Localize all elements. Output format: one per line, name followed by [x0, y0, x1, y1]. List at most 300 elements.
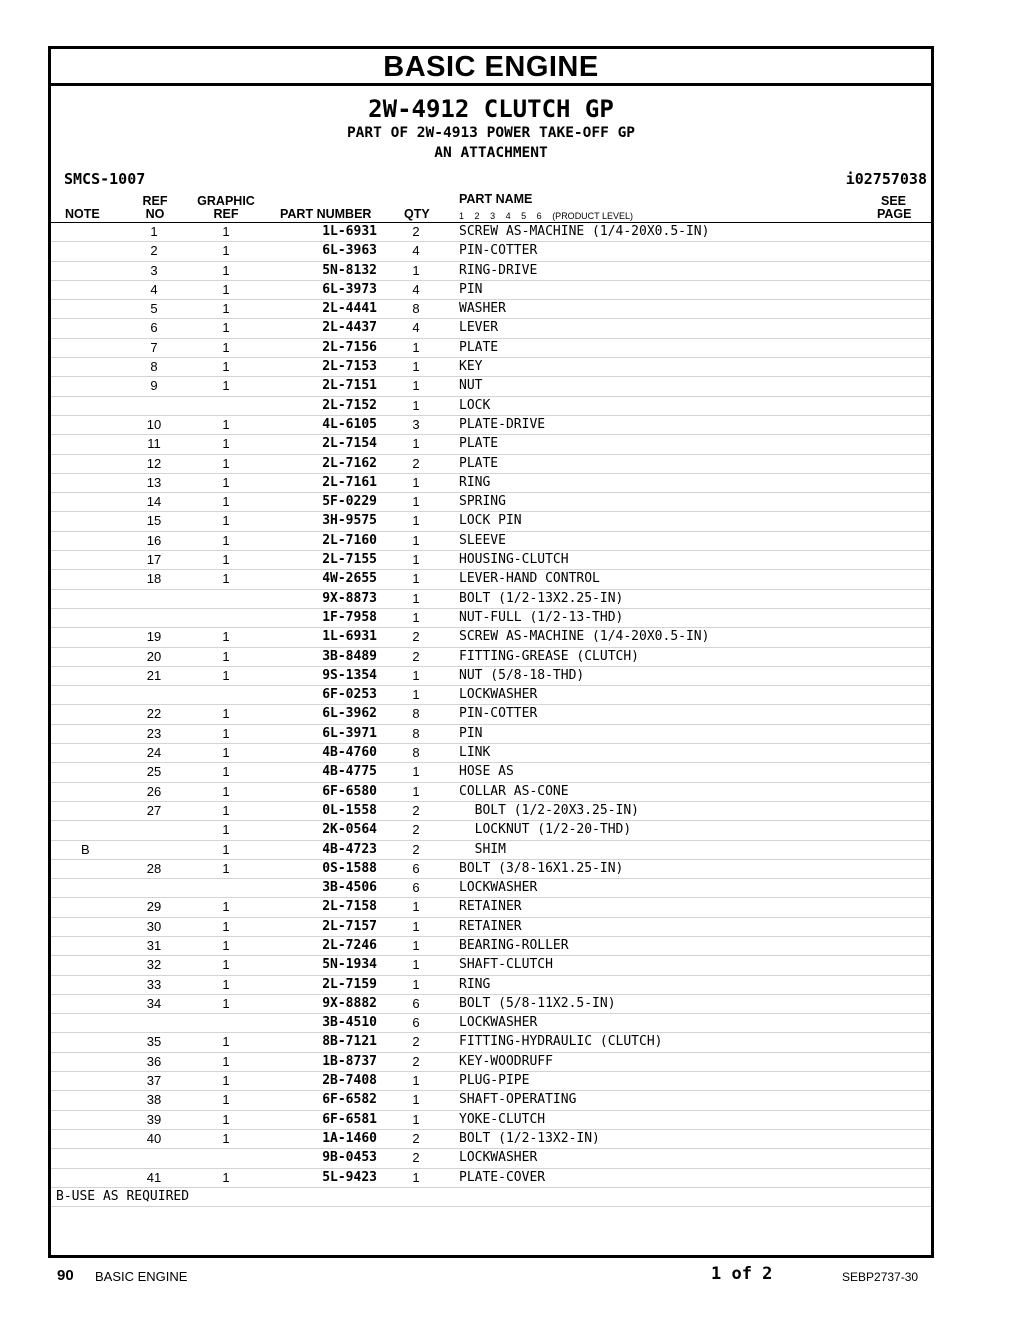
graphic-ref-cell: 1	[222, 937, 230, 953]
part-number-cell: 6L-3973	[322, 281, 377, 297]
graphic-ref-cell: 1	[222, 532, 230, 548]
table-row	[51, 339, 931, 358]
graphic-ref-cell: 1	[222, 648, 230, 664]
part-number-cell: 1A-1460	[322, 1130, 377, 1146]
ref-no-cell: 9	[150, 378, 158, 394]
group-subtitle-1: PART OF 2W-4913 POWER TAKE-OFF GP	[346, 125, 636, 141]
ref-no-cell: 23	[146, 725, 162, 741]
qty-cell: 1	[412, 436, 420, 452]
product-level-3: 3	[490, 211, 496, 221]
part-number-cell: 6F-0253	[322, 687, 377, 703]
part-number-cell: 6F-6581	[322, 1111, 377, 1127]
table-row	[51, 319, 931, 338]
part-number-cell: 5N-1934	[322, 957, 377, 973]
qty-cell: 1	[412, 976, 420, 992]
table-row	[51, 1149, 931, 1168]
part-name-cell: RING	[459, 976, 491, 992]
part-name-cell: PIN	[459, 725, 483, 741]
table-row	[51, 956, 931, 975]
graphic-ref-cell: 1	[222, 339, 230, 355]
ref-no-cell: 17	[146, 552, 162, 568]
table-row	[51, 1091, 931, 1110]
graphic-ref-cell: 1	[222, 281, 230, 297]
ref-no-cell: 4	[150, 281, 158, 297]
notes-row	[51, 1188, 931, 1207]
part-name-cell: LOCKWASHER	[459, 687, 538, 703]
part-name-cell: RETAINER	[459, 899, 522, 915]
qty-cell: 2	[412, 802, 420, 818]
ref-no-cell: 7	[150, 339, 158, 355]
part-name-cell: PIN-COTTER	[459, 706, 538, 722]
table-row	[51, 281, 931, 300]
part-name-cell: BOLT (1/2-20X3.25-IN)	[459, 802, 640, 818]
qty-cell: 2	[412, 648, 420, 664]
ref-no-cell: 15	[146, 513, 162, 529]
product-level-6: 6	[536, 211, 542, 221]
table-row	[51, 686, 931, 705]
graphic-ref-cell: 1	[222, 822, 230, 838]
part-name-cell: SCREW AS-MACHINE (1/4-20X0.5-IN)	[459, 224, 710, 239]
notes-text: B-USE AS REQUIRED	[56, 1188, 190, 1204]
qty-cell: 2	[412, 224, 420, 239]
header-see-top: SEE	[881, 194, 907, 208]
part-number-cell: 2L-7160	[322, 532, 377, 548]
qty-cell: 3	[412, 416, 420, 432]
ref-no-cell: 22	[146, 706, 162, 722]
part-name-cell: COLLAR AS-CONE	[459, 783, 569, 799]
qty-cell: 1	[412, 552, 420, 568]
part-number-cell: 2L-7155	[322, 552, 377, 568]
table-row	[51, 1111, 931, 1130]
qty-cell: 1	[412, 1169, 420, 1185]
ref-no-cell: 3	[150, 262, 158, 278]
part-name-cell: PLATE	[459, 436, 499, 452]
graphic-ref-cell: 1	[222, 301, 230, 317]
part-name-cell: SPRING	[459, 494, 506, 510]
part-name-cell: LINK	[459, 745, 491, 761]
qty-cell: 1	[412, 513, 420, 529]
part-name-cell: BOLT (3/8-16X1.25-IN)	[459, 860, 624, 876]
header-ref-top: REF	[142, 194, 168, 208]
qty-cell: 6	[412, 995, 420, 1011]
part-number-cell: 4B-4760	[322, 745, 377, 761]
note-cell: B	[81, 841, 90, 857]
table-row	[51, 860, 931, 879]
qty-cell: 2	[412, 1034, 420, 1050]
qty-cell: 8	[412, 706, 420, 722]
table-row	[51, 532, 931, 551]
graphic-ref-cell: 1	[222, 706, 230, 722]
table-row	[51, 1072, 931, 1091]
graphic-ref-cell: 1	[222, 320, 230, 336]
part-name-cell: PLUG-PIPE	[459, 1073, 530, 1089]
table-row	[51, 300, 931, 319]
table-row	[51, 493, 931, 512]
part-number-cell: 2L-4437	[322, 320, 377, 336]
ref-no-cell: 24	[146, 745, 162, 761]
part-name-cell: SHAFT-OPERATING	[459, 1092, 577, 1108]
part-number-cell: 4B-4723	[322, 841, 377, 857]
table-row	[51, 1169, 931, 1188]
graphic-ref-cell: 1	[222, 1111, 230, 1127]
product-level-caption: (PRODUCT LEVEL)	[552, 211, 634, 221]
parts-table-body	[51, 223, 931, 1188]
ref-no-cell: 16	[146, 532, 162, 548]
table-row	[51, 512, 931, 531]
ref-no-cell: 6	[150, 320, 158, 336]
ref-no-cell: 31	[146, 937, 162, 953]
graphic-ref-cell: 1	[222, 1073, 230, 1089]
ref-no-cell: 19	[146, 629, 162, 645]
ref-no-cell: 13	[146, 474, 162, 490]
table-row	[51, 648, 931, 667]
part-name-cell: LEVER-HAND CONTROL	[459, 571, 600, 587]
illustration-id: i02757038	[845, 170, 927, 188]
table-row	[51, 416, 931, 435]
part-name-cell: LOCKNUT (1/2-20-THD)	[459, 822, 632, 838]
qty-cell: 2	[412, 822, 420, 838]
graphic-ref-cell: 1	[222, 378, 230, 394]
table-row	[51, 744, 931, 763]
part-name-cell: SLEEVE	[459, 532, 506, 548]
part-number-cell: 2L-7157	[322, 918, 377, 934]
part-number-cell: 6F-6580	[322, 783, 377, 799]
part-number-cell: 3B-4506	[322, 880, 377, 896]
part-name-cell: PIN	[459, 281, 483, 297]
qty-cell: 8	[412, 745, 420, 761]
qty-cell: 1	[412, 957, 420, 973]
graphic-ref-cell: 1	[222, 764, 230, 780]
part-name-cell: RETAINER	[459, 918, 522, 934]
table-row	[51, 242, 931, 261]
table-row	[51, 377, 931, 396]
part-number-cell: 0S-1588	[322, 860, 377, 876]
part-name-cell: NUT-FULL (1/2-13-THD)	[459, 609, 624, 625]
part-number-cell: 2L-7152	[322, 397, 377, 413]
part-number-cell: 1F-7958	[322, 609, 377, 625]
ref-no-cell: 39	[146, 1111, 162, 1127]
graphic-ref-cell: 1	[222, 745, 230, 761]
qty-cell: 1	[412, 590, 420, 606]
footer-doc-id: SEBP2737-30	[842, 1270, 919, 1284]
part-number-cell: 4L-6105	[322, 416, 377, 432]
header-see-bottom: PAGE	[877, 207, 912, 221]
graphic-ref-cell: 1	[222, 494, 230, 510]
part-name-cell: YOKE-CLUTCH	[459, 1111, 546, 1127]
product-level-4: 4	[505, 211, 511, 221]
qty-cell: 1	[412, 609, 420, 625]
qty-cell: 2	[412, 1130, 420, 1146]
qty-cell: 1	[412, 687, 420, 703]
part-name-cell: PLATE	[459, 339, 499, 355]
part-number-cell: 2L-4441	[322, 301, 377, 317]
part-number-cell: 2K-0564	[322, 822, 377, 838]
graphic-ref-cell: 1	[222, 629, 230, 645]
part-name-cell: BOLT (5/8-11X2.5-IN)	[459, 995, 616, 1011]
part-number-cell: 9S-1354	[322, 667, 377, 683]
qty-cell: 4	[412, 281, 420, 297]
qty-cell: 1	[412, 474, 420, 490]
table-row	[51, 918, 931, 937]
qty-cell: 6	[412, 1015, 420, 1031]
page-footer	[0, 1266, 1020, 1286]
part-number-cell: 2L-7153	[322, 359, 377, 375]
qty-cell: 2	[412, 841, 420, 857]
part-number-cell: 5L-9423	[322, 1169, 377, 1185]
table-row	[51, 976, 931, 995]
table-row	[51, 841, 931, 860]
graphic-ref-cell: 1	[222, 899, 230, 915]
part-number-cell: 6L-3963	[322, 243, 377, 259]
qty-cell: 2	[412, 1053, 420, 1069]
graphic-ref-cell: 1	[222, 571, 230, 587]
graphic-ref-cell: 1	[222, 1034, 230, 1050]
part-number-cell: 5F-0229	[322, 494, 377, 510]
table-row	[51, 397, 931, 416]
qty-cell: 2	[412, 629, 420, 645]
ref-no-cell: 34	[146, 995, 162, 1011]
part-name-cell: PIN-COTTER	[459, 243, 538, 259]
header-graphic-bottom: REF	[213, 207, 239, 221]
table-row	[51, 821, 931, 840]
part-number-cell: 2L-7159	[322, 976, 377, 992]
graphic-ref-cell: 1	[222, 783, 230, 799]
graphic-ref-cell: 1	[222, 725, 230, 741]
qty-cell: 6	[412, 860, 420, 876]
table-row	[51, 474, 931, 493]
footer-section: BASIC ENGINE	[95, 1269, 188, 1284]
ref-no-cell: 8	[150, 359, 158, 375]
part-name-cell: KEY	[459, 359, 483, 375]
ref-no-cell: 20	[146, 648, 162, 664]
part-number-cell: 4W-2655	[322, 571, 377, 587]
qty-cell: 1	[412, 378, 420, 394]
qty-cell: 1	[412, 262, 420, 278]
parts-list-frame	[48, 46, 934, 1258]
part-name-cell: LOCKWASHER	[459, 1150, 538, 1166]
qty-cell: 4	[412, 243, 420, 259]
table-row	[51, 628, 931, 647]
table-row	[51, 725, 931, 744]
table-row	[51, 1033, 931, 1052]
table-row	[51, 802, 931, 821]
part-number-cell: 2L-7154	[322, 436, 377, 452]
table-row	[51, 763, 931, 782]
table-row	[51, 223, 931, 242]
header-ref-bottom: NO	[145, 207, 165, 221]
header-part-name: PART NAME	[459, 192, 533, 206]
qty-cell: 1	[412, 764, 420, 780]
ref-no-cell: 41	[146, 1169, 162, 1185]
group-title: 2W-4912 CLUTCH GP	[368, 95, 614, 123]
ref-no-cell: 28	[146, 860, 162, 876]
qty-cell: 4	[412, 320, 420, 336]
part-number-cell: 3B-8489	[322, 648, 377, 664]
part-number-cell: 2L-7162	[322, 455, 377, 471]
part-name-cell: LOCKWASHER	[459, 1015, 538, 1031]
graphic-ref-cell: 1	[222, 841, 230, 857]
part-number-cell: 2L-7161	[322, 474, 377, 490]
ref-no-cell: 11	[147, 436, 161, 452]
ref-no-cell: 1	[150, 224, 158, 239]
part-number-cell: 0L-1558	[322, 802, 377, 818]
table-row	[51, 898, 931, 917]
graphic-ref-cell: 1	[222, 1169, 230, 1185]
table-row	[51, 358, 931, 377]
qty-cell: 1	[412, 783, 420, 799]
graphic-ref-cell: 1	[222, 995, 230, 1011]
qty-cell: 1	[412, 937, 420, 953]
graphic-ref-cell: 1	[222, 474, 230, 490]
part-number-cell: 8B-7121	[322, 1034, 377, 1050]
graphic-ref-cell: 1	[222, 243, 230, 259]
part-number-cell: 2L-7158	[322, 899, 377, 915]
ref-no-cell: 37	[146, 1073, 162, 1089]
ref-no-cell: 35	[146, 1034, 162, 1050]
part-name-cell: PLATE-COVER	[459, 1169, 546, 1185]
part-number-cell: 1B-8737	[322, 1053, 377, 1069]
table-row	[51, 570, 931, 589]
part-name-cell: WASHER	[459, 301, 506, 317]
part-number-cell: 2B-7408	[322, 1073, 377, 1089]
qty-cell: 1	[412, 1111, 420, 1127]
part-name-cell: KEY-WOODRUFF	[459, 1053, 553, 1069]
graphic-ref-cell: 1	[222, 1053, 230, 1069]
qty-cell: 8	[412, 301, 420, 317]
qty-cell: 1	[412, 1092, 420, 1108]
part-name-cell: HOSE AS	[459, 764, 514, 780]
part-name-cell: LOCKWASHER	[459, 880, 538, 896]
group-subtitle-2: AN ATTACHMENT	[434, 145, 548, 161]
qty-cell: 1	[412, 339, 420, 355]
table-row	[51, 1130, 931, 1149]
graphic-ref-cell: 1	[222, 552, 230, 568]
graphic-ref-cell: 1	[222, 416, 230, 432]
table-row	[51, 609, 931, 628]
product-level-1: 1	[459, 211, 465, 221]
ref-no-cell: 29	[146, 899, 162, 915]
part-name-cell: SHAFT-CLUTCH	[459, 957, 553, 973]
graphic-ref-cell: 1	[222, 1092, 230, 1108]
part-name-cell: BEARING-ROLLER	[459, 937, 569, 953]
qty-cell: 2	[412, 455, 420, 471]
part-number-cell: 9X-8873	[322, 590, 377, 606]
qty-cell: 1	[412, 532, 420, 548]
product-level-2: 2	[474, 211, 480, 221]
graphic-ref-cell: 1	[222, 860, 230, 876]
part-name-cell: BOLT (1/2-13X2.25-IN)	[459, 590, 624, 606]
column-headers	[51, 192, 931, 223]
ref-no-cell: 10	[146, 416, 162, 432]
qty-cell: 1	[412, 667, 420, 683]
ref-no-cell: 5	[150, 301, 158, 317]
graphic-ref-cell: 1	[222, 918, 230, 934]
qty-cell: 2	[412, 1150, 420, 1166]
table-row	[51, 435, 931, 454]
table-row	[51, 590, 931, 609]
part-name-cell: NUT (5/8-18-THD)	[459, 667, 585, 683]
graphic-ref-cell: 1	[222, 224, 230, 239]
part-name-cell: LOCK PIN	[459, 513, 522, 529]
table-row	[51, 783, 931, 802]
table-row	[51, 455, 931, 474]
qty-cell: 1	[412, 359, 420, 375]
graphic-ref-cell: 1	[222, 455, 230, 471]
footer-page-number: 90	[57, 1267, 74, 1284]
qty-cell: 8	[412, 725, 420, 741]
qty-cell: 1	[412, 571, 420, 587]
part-name-cell: RING	[459, 474, 491, 490]
ref-no-cell: 18	[146, 571, 162, 587]
graphic-ref-cell: 1	[222, 976, 230, 992]
table-row	[51, 262, 931, 281]
part-number-cell: 1L-6931	[322, 224, 377, 239]
graphic-ref-cell: 1	[222, 436, 230, 452]
part-number-cell: 4B-4775	[322, 764, 377, 780]
part-name-cell: LEVER	[459, 320, 499, 336]
part-name-cell: FITTING-GREASE (CLUTCH)	[459, 648, 640, 664]
ref-no-cell: 33	[146, 976, 162, 992]
ref-no-cell: 12	[146, 455, 162, 471]
part-number-cell: 5N-8132	[322, 262, 377, 278]
part-number-cell: 9B-0453	[322, 1150, 377, 1166]
graphic-ref-cell: 1	[222, 957, 230, 973]
graphic-ref-cell: 1	[222, 802, 230, 818]
part-number-cell: 6L-3971	[322, 725, 377, 741]
part-number-cell: 2L-7156	[322, 339, 377, 355]
qty-cell: 1	[412, 1073, 420, 1089]
ref-no-cell: 21	[146, 667, 162, 683]
section-title: BASIC ENGINE	[51, 49, 931, 86]
ref-no-cell: 30	[146, 918, 162, 934]
graphic-ref-cell: 1	[222, 513, 230, 529]
table-row	[51, 551, 931, 570]
table-row	[51, 879, 931, 898]
graphic-ref-cell: 1	[222, 359, 230, 375]
qty-cell: 1	[412, 899, 420, 915]
ref-no-cell: 14	[146, 494, 162, 510]
part-name-cell: NUT	[459, 378, 483, 394]
part-number-cell: 9X-8882	[322, 995, 377, 1011]
header-note: NOTE	[65, 207, 100, 221]
product-level-5: 5	[521, 211, 527, 221]
ref-no-cell: 2	[150, 243, 158, 259]
part-number-cell: 3B-4510	[322, 1015, 377, 1031]
qty-cell: 6	[412, 880, 420, 896]
part-name-cell: PLATE-DRIVE	[459, 416, 546, 432]
graphic-ref-cell: 1	[222, 262, 230, 278]
part-number-cell: 2L-7246	[322, 937, 377, 953]
part-name-cell: LOCK	[459, 397, 491, 413]
part-name-cell: BOLT (1/2-13X2-IN)	[459, 1130, 600, 1146]
header-part-number: PART NUMBER	[280, 207, 372, 221]
qty-cell: 1	[412, 494, 420, 510]
table-row	[51, 667, 931, 686]
smcs-code: SMCS-1007	[64, 170, 146, 188]
part-number-cell: 2L-7151	[322, 378, 377, 394]
table-row	[51, 705, 931, 724]
graphic-ref-cell: 1	[222, 1130, 230, 1146]
table-row	[51, 1014, 931, 1033]
part-number-cell: 6L-3962	[322, 706, 377, 722]
ref-no-cell: 25	[146, 764, 162, 780]
part-number-cell: 6F-6582	[322, 1092, 377, 1108]
qty-cell: 1	[412, 397, 420, 413]
part-number-cell: 3H-9575	[322, 513, 377, 529]
part-name-cell: PLATE	[459, 455, 499, 471]
ref-no-cell: 27	[146, 802, 162, 818]
part-name-cell: SCREW AS-MACHINE (1/4-20X0.5-IN)	[459, 629, 710, 645]
